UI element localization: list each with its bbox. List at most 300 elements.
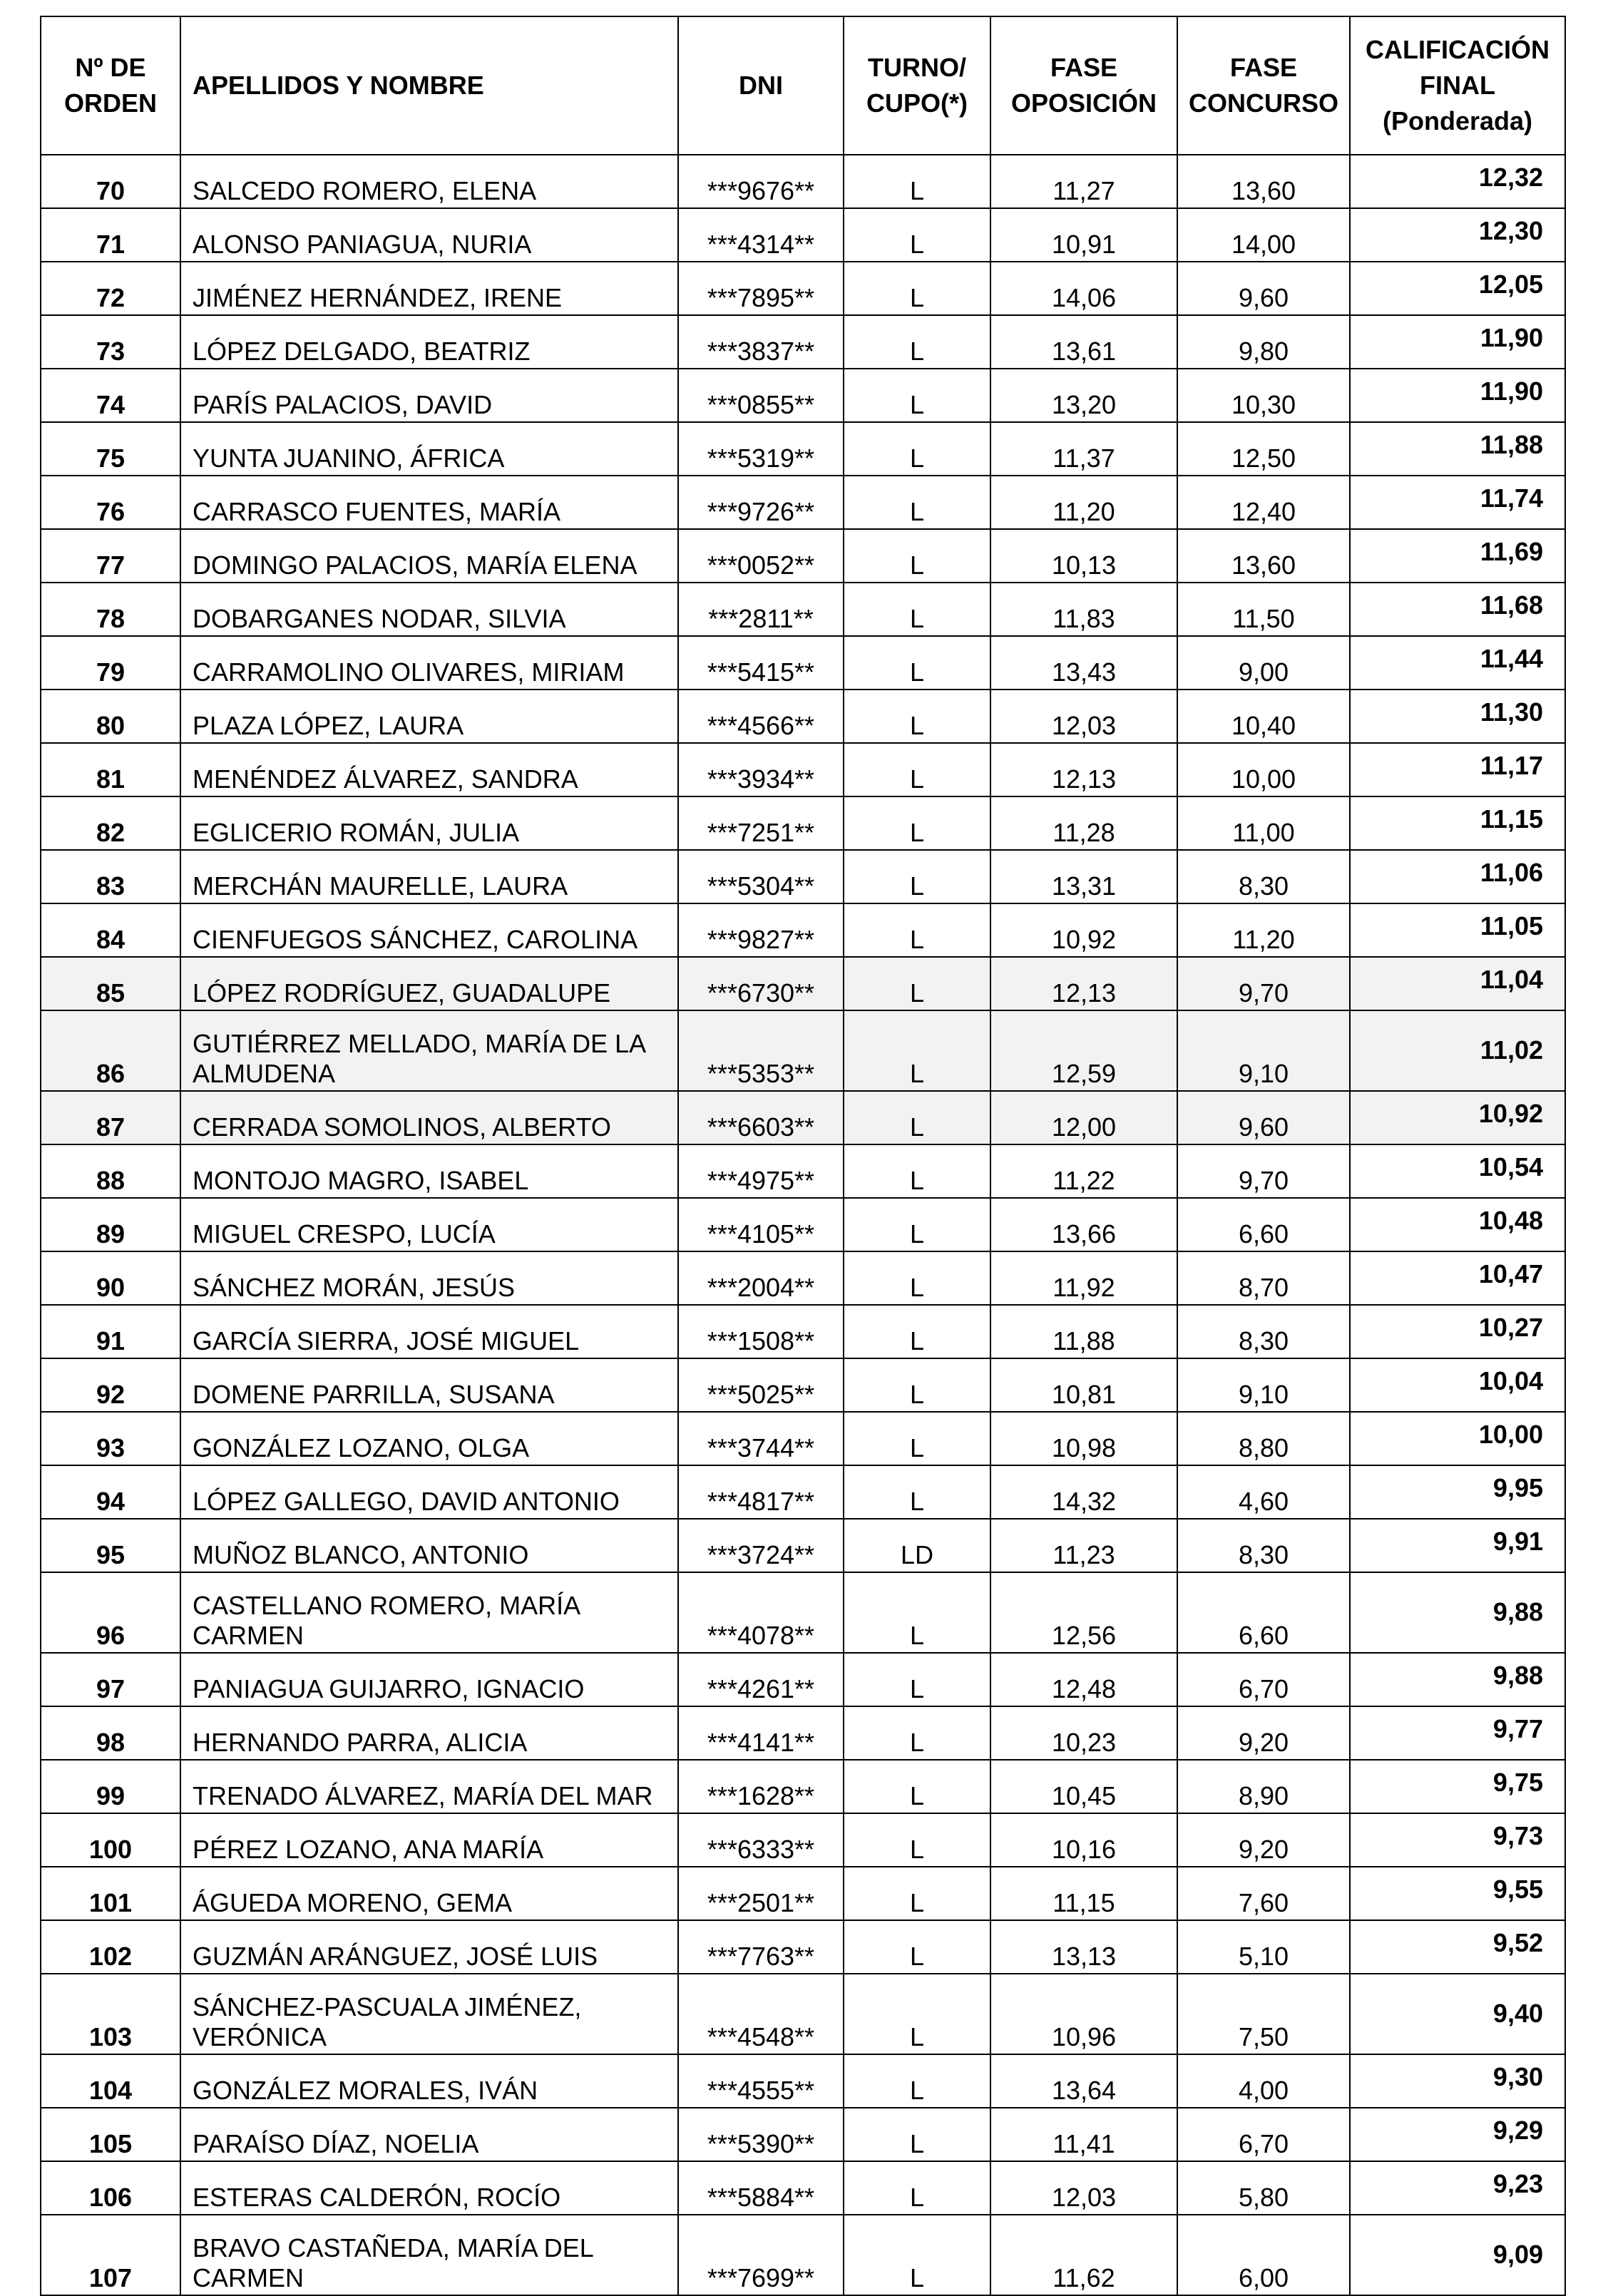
header-concurso: FASE CONCURSO bbox=[1177, 16, 1350, 155]
row-nombre: PÉREZ LOZANO, ANA MARÍA bbox=[180, 1813, 678, 1867]
row-orden: 73 bbox=[41, 315, 180, 369]
table-row bbox=[41, 636, 1565, 690]
row-dni: ***4817** bbox=[678, 1465, 844, 1519]
row-nombre: CARRAMOLINO OLIVARES, MIRIAM bbox=[180, 636, 678, 690]
row-dni: ***4555** bbox=[678, 2054, 844, 2108]
row-nombre: LÓPEZ GALLEGO, DAVID ANTONIO bbox=[180, 1465, 678, 1519]
table-row bbox=[41, 1412, 1565, 1465]
row-turno: L bbox=[844, 1198, 990, 1251]
row-orden: 106 bbox=[41, 2161, 180, 2215]
row-turno: L bbox=[844, 636, 990, 690]
row-dni: ***3837** bbox=[678, 315, 844, 369]
row-final: 11,04 bbox=[1350, 957, 1565, 1010]
table-row bbox=[41, 1813, 1565, 1867]
row-final: 11,68 bbox=[1350, 583, 1565, 636]
table-row bbox=[41, 529, 1565, 583]
row-nombre: YUNTA JUANINO, ÁFRICA bbox=[180, 422, 678, 476]
header-oposicion: FASE OPOSICIÓN bbox=[990, 16, 1177, 155]
row-dni: ***9726** bbox=[678, 476, 844, 529]
row-oposicion: 13,43 bbox=[990, 636, 1177, 690]
row-concurso: 9,60 bbox=[1177, 1091, 1350, 1144]
row-oposicion: 11,20 bbox=[990, 476, 1177, 529]
row-nombre: JIMÉNEZ HERNÁNDEZ, IRENE bbox=[180, 262, 678, 315]
table-row bbox=[41, 1920, 1565, 1974]
table-row bbox=[41, 957, 1565, 1010]
row-oposicion: 12,03 bbox=[990, 2161, 1177, 2215]
row-turno: L bbox=[844, 1920, 990, 1974]
row-oposicion: 12,59 bbox=[990, 1010, 1177, 1091]
table-row bbox=[41, 208, 1565, 262]
table-row bbox=[41, 422, 1565, 476]
row-turno: L bbox=[844, 1653, 990, 1706]
row-final: 12,05 bbox=[1350, 262, 1565, 315]
row-final: 10,92 bbox=[1350, 1091, 1565, 1144]
row-final: 11,74 bbox=[1350, 476, 1565, 529]
row-nombre: MUÑOZ BLANCO, ANTONIO bbox=[180, 1519, 678, 1572]
row-concurso: 12,40 bbox=[1177, 476, 1350, 529]
table-row bbox=[41, 2215, 1565, 2295]
row-final: 11,15 bbox=[1350, 796, 1565, 850]
row-concurso: 9,20 bbox=[1177, 1813, 1350, 1867]
row-final: 9,91 bbox=[1350, 1519, 1565, 1572]
row-oposicion: 12,03 bbox=[990, 690, 1177, 743]
row-oposicion: 12,56 bbox=[990, 1572, 1177, 1653]
row-orden: 93 bbox=[41, 1412, 180, 1465]
row-final: 9,30 bbox=[1350, 2054, 1565, 2108]
row-concurso: 6,60 bbox=[1177, 1198, 1350, 1251]
row-turno: L bbox=[844, 1813, 990, 1867]
row-orden: 95 bbox=[41, 1519, 180, 1572]
row-nombre: PARÍS PALACIOS, DAVID bbox=[180, 369, 678, 422]
row-turno: L bbox=[844, 1465, 990, 1519]
row-oposicion: 11,92 bbox=[990, 1251, 1177, 1305]
row-dni: ***4105** bbox=[678, 1198, 844, 1251]
row-turno: LD bbox=[844, 1519, 990, 1572]
row-oposicion: 13,31 bbox=[990, 850, 1177, 903]
row-dni: ***9827** bbox=[678, 903, 844, 957]
row-turno: L bbox=[844, 1706, 990, 1760]
row-oposicion: 14,32 bbox=[990, 1465, 1177, 1519]
row-dni: ***0855** bbox=[678, 369, 844, 422]
row-orden: 87 bbox=[41, 1091, 180, 1144]
row-orden: 71 bbox=[41, 208, 180, 262]
row-oposicion: 10,92 bbox=[990, 903, 1177, 957]
row-concurso: 10,40 bbox=[1177, 690, 1350, 743]
row-orden: 85 bbox=[41, 957, 180, 1010]
row-oposicion: 11,37 bbox=[990, 422, 1177, 476]
row-concurso: 9,10 bbox=[1177, 1358, 1350, 1412]
row-concurso: 10,00 bbox=[1177, 743, 1350, 796]
row-oposicion: 12,13 bbox=[990, 957, 1177, 1010]
row-nombre: BRAVO CASTAÑEDA, MARÍA DEL CARMEN bbox=[180, 2215, 678, 2295]
row-dni: ***5025** bbox=[678, 1358, 844, 1412]
table-row bbox=[41, 155, 1565, 208]
table-row bbox=[41, 1974, 1565, 2054]
row-orden: 88 bbox=[41, 1144, 180, 1198]
row-concurso: 8,70 bbox=[1177, 1251, 1350, 1305]
row-oposicion: 11,88 bbox=[990, 1305, 1177, 1358]
row-oposicion: 11,28 bbox=[990, 796, 1177, 850]
row-dni: ***6730** bbox=[678, 957, 844, 1010]
table-row bbox=[41, 1653, 1565, 1706]
table-row bbox=[41, 315, 1565, 369]
row-dni: ***9676** bbox=[678, 155, 844, 208]
table-row bbox=[41, 1572, 1565, 1653]
row-nombre: LÓPEZ RODRÍGUEZ, GUADALUPE bbox=[180, 957, 678, 1010]
row-final: 11,05 bbox=[1350, 903, 1565, 957]
row-final: 9,52 bbox=[1350, 1920, 1565, 1974]
row-oposicion: 13,66 bbox=[990, 1198, 1177, 1251]
row-nombre: SÁNCHEZ MORÁN, JESÚS bbox=[180, 1251, 678, 1305]
row-orden: 100 bbox=[41, 1813, 180, 1867]
row-final: 10,47 bbox=[1350, 1251, 1565, 1305]
row-nombre: GARCÍA SIERRA, JOSÉ MIGUEL bbox=[180, 1305, 678, 1358]
row-turno: L bbox=[844, 1091, 990, 1144]
row-final: 10,00 bbox=[1350, 1412, 1565, 1465]
header-row bbox=[41, 16, 1565, 155]
row-turno: L bbox=[844, 850, 990, 903]
row-turno: L bbox=[844, 262, 990, 315]
row-nombre: LÓPEZ DELGADO, BEATRIZ bbox=[180, 315, 678, 369]
table-row bbox=[41, 1305, 1565, 1358]
table-row bbox=[41, 1091, 1565, 1144]
row-oposicion: 11,23 bbox=[990, 1519, 1177, 1572]
row-final: 12,30 bbox=[1350, 208, 1565, 262]
row-concurso: 8,90 bbox=[1177, 1760, 1350, 1813]
row-dni: ***0052** bbox=[678, 529, 844, 583]
row-dni: ***3724** bbox=[678, 1519, 844, 1572]
row-turno: L bbox=[844, 1358, 990, 1412]
row-oposicion: 10,96 bbox=[990, 1974, 1177, 2054]
row-orden: 90 bbox=[41, 1251, 180, 1305]
table-row bbox=[41, 369, 1565, 422]
row-final: 11,44 bbox=[1350, 636, 1565, 690]
row-nombre: DOBARGANES NODAR, SILVIA bbox=[180, 583, 678, 636]
table-row bbox=[41, 476, 1565, 529]
row-dni: ***4975** bbox=[678, 1144, 844, 1198]
row-oposicion: 11,15 bbox=[990, 1867, 1177, 1920]
row-concurso: 13,60 bbox=[1177, 529, 1350, 583]
table-row bbox=[41, 743, 1565, 796]
row-nombre: CIENFUEGOS SÁNCHEZ, CAROLINA bbox=[180, 903, 678, 957]
row-nombre: CARRASCO FUENTES, MARÍA bbox=[180, 476, 678, 529]
row-turno: L bbox=[844, 1572, 990, 1653]
row-orden: 101 bbox=[41, 1867, 180, 1920]
row-turno: L bbox=[844, 315, 990, 369]
row-oposicion: 12,13 bbox=[990, 743, 1177, 796]
row-dni: ***3934** bbox=[678, 743, 844, 796]
row-nombre: GUTIÉRREZ MELLADO, MARÍA DE LA ALMUDENA bbox=[180, 1010, 678, 1091]
row-final: 9,09 bbox=[1350, 2215, 1565, 2295]
row-nombre: HERNANDO PARRA, ALICIA bbox=[180, 1706, 678, 1760]
row-concurso: 7,60 bbox=[1177, 1867, 1350, 1920]
row-concurso: 6,60 bbox=[1177, 1572, 1350, 1653]
row-final: 11,69 bbox=[1350, 529, 1565, 583]
row-concurso: 11,00 bbox=[1177, 796, 1350, 850]
row-turno: L bbox=[844, 208, 990, 262]
row-orden: 102 bbox=[41, 1920, 180, 1974]
row-dni: ***4314** bbox=[678, 208, 844, 262]
header-nombre: APELLIDOS Y NOMBRE bbox=[180, 16, 678, 155]
row-nombre: ÁGUEDA MORENO, GEMA bbox=[180, 1867, 678, 1920]
row-nombre: PANIAGUA GUIJARRO, IGNACIO bbox=[180, 1653, 678, 1706]
row-nombre: SÁNCHEZ-PASCUALA JIMÉNEZ, VERÓNICA bbox=[180, 1974, 678, 2054]
row-oposicion: 11,83 bbox=[990, 583, 1177, 636]
row-final: 9,29 bbox=[1350, 2108, 1565, 2161]
row-dni: ***4566** bbox=[678, 690, 844, 743]
row-oposicion: 13,20 bbox=[990, 369, 1177, 422]
row-dni: ***6603** bbox=[678, 1091, 844, 1144]
row-orden: 77 bbox=[41, 529, 180, 583]
row-concurso: 6,00 bbox=[1177, 2215, 1350, 2295]
row-turno: L bbox=[844, 1010, 990, 1091]
row-oposicion: 10,91 bbox=[990, 208, 1177, 262]
row-concurso: 4,00 bbox=[1177, 2054, 1350, 2108]
row-dni: ***5415** bbox=[678, 636, 844, 690]
row-turno: L bbox=[844, 903, 990, 957]
row-concurso: 9,80 bbox=[1177, 315, 1350, 369]
row-turno: L bbox=[844, 1760, 990, 1813]
table-row bbox=[41, 1465, 1565, 1519]
table-row bbox=[41, 583, 1565, 636]
row-turno: L bbox=[844, 369, 990, 422]
row-dni: ***7251** bbox=[678, 796, 844, 850]
row-dni: ***2501** bbox=[678, 1867, 844, 1920]
row-final: 9,55 bbox=[1350, 1867, 1565, 1920]
table-row bbox=[41, 690, 1565, 743]
row-final: 9,77 bbox=[1350, 1706, 1565, 1760]
row-final: 12,32 bbox=[1350, 155, 1565, 208]
row-concurso: 13,60 bbox=[1177, 155, 1350, 208]
row-orden: 78 bbox=[41, 583, 180, 636]
row-turno: L bbox=[844, 2161, 990, 2215]
row-oposicion: 10,23 bbox=[990, 1706, 1177, 1760]
row-oposicion: 13,13 bbox=[990, 1920, 1177, 1974]
row-final: 9,73 bbox=[1350, 1813, 1565, 1867]
row-concurso: 14,00 bbox=[1177, 208, 1350, 262]
row-concurso: 6,70 bbox=[1177, 1653, 1350, 1706]
row-final: 11,88 bbox=[1350, 422, 1565, 476]
row-oposicion: 11,41 bbox=[990, 2108, 1177, 2161]
row-dni: ***5319** bbox=[678, 422, 844, 476]
results-table bbox=[40, 16, 1566, 2296]
row-final: 9,88 bbox=[1350, 1572, 1565, 1653]
row-turno: L bbox=[844, 690, 990, 743]
row-concurso: 9,10 bbox=[1177, 1010, 1350, 1091]
row-nombre: DOMINGO PALACIOS, MARÍA ELENA bbox=[180, 529, 678, 583]
row-orden: 84 bbox=[41, 903, 180, 957]
row-oposicion: 11,22 bbox=[990, 1144, 1177, 1198]
table-row bbox=[41, 2161, 1565, 2215]
row-orden: 82 bbox=[41, 796, 180, 850]
row-nombre: DOMENE PARRILLA, SUSANA bbox=[180, 1358, 678, 1412]
row-dni: ***4078** bbox=[678, 1572, 844, 1653]
row-orden: 104 bbox=[41, 2054, 180, 2108]
row-orden: 96 bbox=[41, 1572, 180, 1653]
row-final: 11,06 bbox=[1350, 850, 1565, 903]
row-final: 11,17 bbox=[1350, 743, 1565, 796]
table-row bbox=[41, 1358, 1565, 1412]
row-orden: 91 bbox=[41, 1305, 180, 1358]
row-orden: 94 bbox=[41, 1465, 180, 1519]
row-concurso: 5,10 bbox=[1177, 1920, 1350, 1974]
row-orden: 80 bbox=[41, 690, 180, 743]
row-turno: L bbox=[844, 422, 990, 476]
row-concurso: 7,50 bbox=[1177, 1974, 1350, 2054]
row-final: 9,40 bbox=[1350, 1974, 1565, 2054]
row-dni: ***5353** bbox=[678, 1010, 844, 1091]
row-turno: L bbox=[844, 2108, 990, 2161]
row-concurso: 11,20 bbox=[1177, 903, 1350, 957]
row-nombre: CASTELLANO ROMERO, MARÍA CARMEN bbox=[180, 1572, 678, 1653]
row-oposicion: 10,13 bbox=[990, 529, 1177, 583]
row-concurso: 8,30 bbox=[1177, 1305, 1350, 1358]
row-nombre: EGLICERIO ROMÁN, JULIA bbox=[180, 796, 678, 850]
row-final: 9,75 bbox=[1350, 1760, 1565, 1813]
row-dni: ***7699** bbox=[678, 2215, 844, 2295]
row-dni: ***4141** bbox=[678, 1706, 844, 1760]
row-dni: ***7895** bbox=[678, 262, 844, 315]
row-turno: L bbox=[844, 1412, 990, 1465]
row-final: 11,90 bbox=[1350, 315, 1565, 369]
table-row bbox=[41, 1519, 1565, 1572]
row-turno: L bbox=[844, 1974, 990, 2054]
table-row bbox=[41, 1144, 1565, 1198]
row-orden: 105 bbox=[41, 2108, 180, 2161]
row-nombre: TRENADO ÁLVAREZ, MARÍA DEL MAR bbox=[180, 1760, 678, 1813]
row-oposicion: 10,98 bbox=[990, 1412, 1177, 1465]
row-orden: 99 bbox=[41, 1760, 180, 1813]
table-row bbox=[41, 1198, 1565, 1251]
table-row bbox=[41, 2108, 1565, 2161]
row-turno: L bbox=[844, 2054, 990, 2108]
row-oposicion: 10,81 bbox=[990, 1358, 1177, 1412]
row-dni: ***4548** bbox=[678, 1974, 844, 2054]
row-nombre: MONTOJO MAGRO, ISABEL bbox=[180, 1144, 678, 1198]
row-orden: 72 bbox=[41, 262, 180, 315]
row-final: 11,30 bbox=[1350, 690, 1565, 743]
row-nombre: CERRADA SOMOLINOS, ALBERTO bbox=[180, 1091, 678, 1144]
row-final: 11,02 bbox=[1350, 1010, 1565, 1091]
row-turno: L bbox=[844, 1867, 990, 1920]
row-concurso: 6,70 bbox=[1177, 2108, 1350, 2161]
row-final: 9,23 bbox=[1350, 2161, 1565, 2215]
row-nombre: MIGUEL CRESPO, LUCÍA bbox=[180, 1198, 678, 1251]
row-oposicion: 10,16 bbox=[990, 1813, 1177, 1867]
row-concurso: 8,30 bbox=[1177, 850, 1350, 903]
row-concurso: 9,00 bbox=[1177, 636, 1350, 690]
row-turno: L bbox=[844, 1144, 990, 1198]
row-turno: L bbox=[844, 743, 990, 796]
table-row bbox=[41, 1010, 1565, 1091]
row-nombre: GONZÁLEZ LOZANO, OLGA bbox=[180, 1412, 678, 1465]
row-concurso: 9,70 bbox=[1177, 957, 1350, 1010]
row-concurso: 9,20 bbox=[1177, 1706, 1350, 1760]
row-orden: 89 bbox=[41, 1198, 180, 1251]
row-final: 9,95 bbox=[1350, 1465, 1565, 1519]
row-orden: 107 bbox=[41, 2215, 180, 2295]
table-row bbox=[41, 850, 1565, 903]
row-concurso: 9,60 bbox=[1177, 262, 1350, 315]
row-nombre: ALONSO PANIAGUA, NURIA bbox=[180, 208, 678, 262]
row-dni: ***5884** bbox=[678, 2161, 844, 2215]
row-dni: ***4261** bbox=[678, 1653, 844, 1706]
row-final: 10,54 bbox=[1350, 1144, 1565, 1198]
table-row bbox=[41, 1251, 1565, 1305]
row-oposicion: 14,06 bbox=[990, 262, 1177, 315]
row-orden: 97 bbox=[41, 1653, 180, 1706]
table-row bbox=[41, 1867, 1565, 1920]
row-orden: 74 bbox=[41, 369, 180, 422]
row-orden: 75 bbox=[41, 422, 180, 476]
row-concurso: 10,30 bbox=[1177, 369, 1350, 422]
table-row bbox=[41, 796, 1565, 850]
row-final: 10,48 bbox=[1350, 1198, 1565, 1251]
header-dni: DNI bbox=[678, 16, 844, 155]
row-orden: 70 bbox=[41, 155, 180, 208]
row-final: 10,27 bbox=[1350, 1305, 1565, 1358]
row-concurso: 4,60 bbox=[1177, 1465, 1350, 1519]
row-oposicion: 12,00 bbox=[990, 1091, 1177, 1144]
row-orden: 98 bbox=[41, 1706, 180, 1760]
row-dni: ***7763** bbox=[678, 1920, 844, 1974]
row-dni: ***6333** bbox=[678, 1813, 844, 1867]
table-row bbox=[41, 1706, 1565, 1760]
row-dni: ***2811** bbox=[678, 583, 844, 636]
table-row bbox=[41, 2054, 1565, 2108]
row-oposicion: 11,62 bbox=[990, 2215, 1177, 2295]
row-orden: 83 bbox=[41, 850, 180, 903]
row-oposicion: 13,64 bbox=[990, 2054, 1177, 2108]
row-turno: L bbox=[844, 957, 990, 1010]
row-turno: L bbox=[844, 2215, 990, 2295]
row-concurso: 11,50 bbox=[1177, 583, 1350, 636]
row-oposicion: 11,27 bbox=[990, 155, 1177, 208]
row-oposicion: 13,61 bbox=[990, 315, 1177, 369]
row-nombre: MENÉNDEZ ÁLVAREZ, SANDRA bbox=[180, 743, 678, 796]
row-dni: ***2004** bbox=[678, 1251, 844, 1305]
row-final: 9,88 bbox=[1350, 1653, 1565, 1706]
header-turno: TURNO/ CUPO(*) bbox=[844, 16, 990, 155]
header-final: CALIFICACIÓN FINAL (Ponderada) bbox=[1350, 16, 1565, 155]
row-concurso: 8,80 bbox=[1177, 1412, 1350, 1465]
row-turno: L bbox=[844, 583, 990, 636]
row-nombre: SALCEDO ROMERO, ELENA bbox=[180, 155, 678, 208]
row-turno: L bbox=[844, 476, 990, 529]
row-orden: 86 bbox=[41, 1010, 180, 1091]
row-nombre: GONZÁLEZ MORALES, IVÁN bbox=[180, 2054, 678, 2108]
row-dni: ***5390** bbox=[678, 2108, 844, 2161]
row-dni: ***3744** bbox=[678, 1412, 844, 1465]
row-orden: 103 bbox=[41, 1974, 180, 2054]
row-turno: L bbox=[844, 1251, 990, 1305]
row-nombre: MERCHÁN MAURELLE, LAURA bbox=[180, 850, 678, 903]
row-turno: L bbox=[844, 529, 990, 583]
header-orden: Nº DE ORDEN bbox=[41, 16, 180, 155]
row-orden: 76 bbox=[41, 476, 180, 529]
table-row bbox=[41, 903, 1565, 957]
table-row bbox=[41, 1760, 1565, 1813]
row-nombre: PARAÍSO DÍAZ, NOELIA bbox=[180, 2108, 678, 2161]
row-nombre: GUZMÁN ARÁNGUEZ, JOSÉ LUIS bbox=[180, 1920, 678, 1974]
table-row bbox=[41, 262, 1565, 315]
row-final: 11,90 bbox=[1350, 369, 1565, 422]
row-orden: 92 bbox=[41, 1358, 180, 1412]
row-concurso: 12,50 bbox=[1177, 422, 1350, 476]
row-concurso: 5,80 bbox=[1177, 2161, 1350, 2215]
row-turno: L bbox=[844, 1305, 990, 1358]
row-nombre: PLAZA LÓPEZ, LAURA bbox=[180, 690, 678, 743]
